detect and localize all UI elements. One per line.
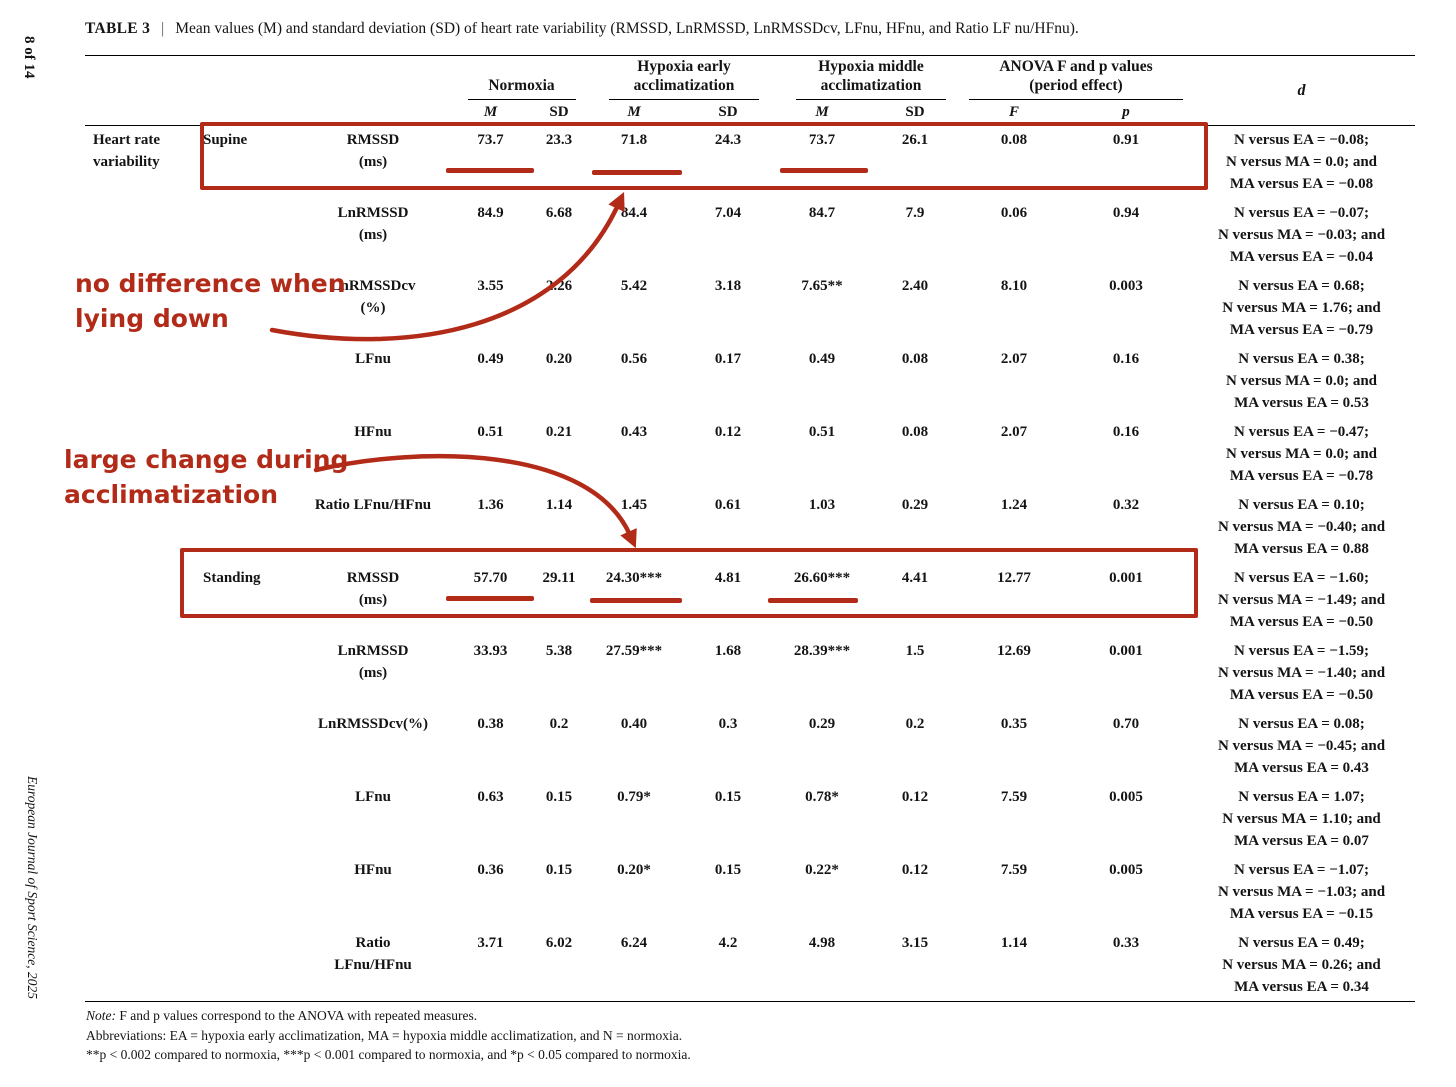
header-group-row — [85, 56, 1415, 100]
value-cell: 0.91 — [1112, 132, 1140, 148]
hrv-table — [85, 55, 1415, 1002]
caption-separator: | — [161, 20, 165, 37]
effect-size-cell: N versus EA = 0.38; N versus MA = 0.0; and MA versus EA = 0.53 — [1225, 350, 1378, 411]
value-cell: 2.40 — [901, 277, 929, 294]
annotation-large-change-line1: large change during — [64, 445, 349, 474]
table-notes — [86, 1006, 691, 1065]
value-cell: 0.15 — [545, 861, 573, 878]
posture-label: Standing — [203, 569, 261, 586]
posture-label — [193, 856, 293, 929]
effect-size-cell: N versus EA = 0.68; N versus MA = 1.76; and MA versus EA = −0.79 — [1222, 277, 1381, 338]
measure-label: LnRMSSD (ms) — [337, 204, 409, 243]
value-cell: 27.59*** — [605, 642, 663, 659]
column-header-m-normoxia: M — [453, 100, 528, 126]
value-cell: 1.5 — [905, 642, 925, 659]
value-cell: 0.38 — [477, 715, 504, 732]
value-cell: 0.78* — [805, 788, 839, 805]
column-header-sd-hypoxia-middle: SD — [866, 100, 964, 126]
value-cell: 24.30*** — [605, 569, 663, 586]
effect-size-cell: N versus EA = −0.47; N versus MA = 0.0; and MA versus EA = −0.78 — [1225, 423, 1378, 484]
underline-standing-rmssd-hypoxia-early — [590, 598, 682, 603]
value-cell: 0.56 — [620, 350, 648, 367]
measure-label: RMSSD (ms) — [346, 569, 400, 608]
value-cell: 0.22* — [805, 861, 839, 878]
value-cell: 1.14 — [1000, 934, 1028, 951]
value-cell: 0.12 — [901, 788, 929, 805]
value-cell: 1.36 — [477, 496, 504, 513]
value-cell: 5.42 — [620, 277, 648, 294]
value-cell: 12.77 — [997, 569, 1031, 586]
value-cell: 0.15 — [545, 788, 573, 805]
value-cell: 0.51 — [477, 423, 504, 440]
value-cell: 0.06 — [1000, 204, 1028, 221]
value-cell: 5.38 — [545, 642, 573, 659]
value-cell: 3.55 — [477, 277, 504, 294]
column-header-f: F — [964, 100, 1064, 126]
row-group-label: Heart rate variability — [93, 132, 161, 170]
abbreviations-line: Abbreviations: EA = hypoxia early acclimatization, MA = hypoxia middle acclimatization, and N = normoxia. — [86, 1027, 683, 1043]
value-cell: 33.93 — [473, 642, 508, 659]
annotation-no-difference — [75, 266, 346, 336]
value-cell: 4.81 — [714, 569, 742, 586]
table-row — [85, 199, 1415, 272]
effect-size-cell: N versus EA = 0.49; N versus MA = 0.26; and MA versus EA = 0.34 — [1222, 934, 1381, 995]
underline-supine-rmssd-hypoxia-middle — [780, 168, 868, 173]
value-cell: 0.15 — [714, 788, 742, 805]
column-header-m-hypoxia-early: M — [590, 100, 678, 126]
value-cell: 0.33 — [1112, 934, 1140, 951]
note-label: Note: — [86, 1008, 116, 1023]
posture-label — [193, 783, 293, 856]
colgroup-normoxia — [453, 56, 590, 100]
column-header-sd-normoxia: SD — [528, 100, 590, 126]
value-cell: 1.24 — [1000, 496, 1028, 513]
effect-size-cell: N versus EA = 0.10; N versus MA = −0.40; and MA versus EA = 0.88 — [1217, 496, 1386, 557]
note-text: F and p values correspond to the ANOVA with repeated measures. — [119, 1008, 478, 1023]
posture-label: Supine — [203, 132, 248, 148]
posture-label — [193, 199, 293, 272]
column-header-d: d — [1188, 56, 1415, 126]
annotation-no-difference-line1: no difference when — [75, 269, 346, 298]
highlight-box-supine-rmssd — [200, 122, 1208, 190]
value-cell: 0.17 — [714, 350, 742, 367]
colgroup-hypoxia-middle — [778, 56, 964, 100]
value-cell: 12.69 — [997, 642, 1031, 659]
significance-line: **p < 0.002 compared to normoxia, ***p < 0.001 compared to normoxia, and *p < 0.05 compared to normoxia. — [86, 1047, 691, 1062]
annotation-large-change-line2: acclimatization — [64, 480, 279, 509]
colgroup-hypoxia-middle-line1: Hypoxia middle — [818, 57, 924, 75]
value-cell: 0.005 — [1109, 788, 1143, 805]
effect-size-cell: N versus EA = 1.07; N versus MA = 1.10; and MA versus EA = 0.07 — [1222, 788, 1381, 849]
value-cell: 3.18 — [714, 277, 742, 294]
measure-label: HFnu — [354, 861, 392, 878]
value-cell: 0.005 — [1109, 861, 1143, 878]
effect-size-cell: N versus EA = 0.08; N versus MA = −0.45; and MA versus EA = 0.43 — [1217, 715, 1386, 776]
value-cell: 0.40 — [620, 715, 648, 732]
value-cell: 0.29 — [808, 715, 836, 732]
measure-label: HFnu — [354, 423, 392, 440]
value-cell: 26.60*** — [793, 569, 851, 586]
colgroup-normoxia-label: Normoxia — [488, 76, 555, 94]
posture-label — [193, 637, 293, 710]
value-cell: 2.07 — [1000, 350, 1028, 367]
value-cell: 0.43 — [620, 423, 648, 440]
value-cell: 3.15 — [901, 934, 929, 951]
table-row — [85, 929, 1415, 1002]
value-cell: 0.3 — [718, 715, 738, 732]
underline-supine-rmssd-hypoxia-early — [592, 170, 682, 175]
effect-size-cell: N versus EA = −0.08; N versus MA = 0.0; and MA versus EA = −0.08 — [1225, 132, 1378, 192]
value-cell: 7.9 — [905, 204, 925, 221]
value-cell: 4.41 — [901, 569, 929, 586]
underline-standing-rmssd-normoxia — [446, 596, 534, 601]
value-cell: 0.35 — [1000, 715, 1028, 732]
measure-label: RMSSD (ms) — [346, 132, 400, 170]
value-cell: 2.26 — [545, 277, 573, 294]
value-cell: 0.2 — [905, 715, 925, 732]
value-cell: 73.7 — [477, 132, 504, 148]
value-cell: 1.03 — [808, 496, 836, 513]
value-cell: 73.7 — [808, 132, 836, 148]
value-cell: 0.16 — [1112, 423, 1140, 440]
value-cell: 4.2 — [718, 934, 738, 951]
colgroup-hypoxia-early-line1: Hypoxia early — [637, 57, 731, 75]
measure-label: LnRMSSDcv (%) — [330, 277, 416, 316]
value-cell: 4.98 — [808, 934, 836, 951]
value-cell: 1.68 — [714, 642, 742, 659]
value-cell: 57.70 — [473, 569, 508, 586]
value-cell: 0.001 — [1109, 569, 1143, 586]
value-cell: 84.9 — [477, 204, 504, 221]
value-cell: 0.29 — [901, 496, 929, 513]
value-cell: 0.08 — [901, 423, 929, 440]
colgroup-anova — [964, 56, 1188, 100]
measure-label: LnRMSSD (ms) — [337, 642, 409, 681]
table-caption-text: Mean values (M) and standard deviation (SD) of heart rate variability (RMSSD, LnRMSSD, LnRMSSDcv, LFnu, HFnu, and Ratio LF nu/HFnu). — [175, 20, 1079, 37]
measure-label: LFnu — [355, 788, 391, 805]
colgroup-anova-line1: ANOVA F and p values — [999, 57, 1153, 75]
effect-size-cell: N versus EA = −1.60; N versus MA = −1.49; and MA versus EA = −0.50 — [1217, 569, 1386, 630]
value-cell: 0.001 — [1109, 642, 1143, 659]
value-cell: 1.14 — [545, 496, 573, 513]
underline-supine-rmssd-normoxia — [446, 168, 534, 173]
value-cell: 7.59 — [1000, 861, 1028, 878]
value-cell: 0.20* — [617, 861, 651, 878]
value-cell: 84.4 — [620, 204, 648, 221]
table-caption-label: TABLE 3 — [85, 20, 151, 37]
posture-label — [193, 345, 293, 418]
value-cell: 0.79* — [617, 788, 651, 805]
page-number: 8 of 14 — [21, 36, 37, 79]
value-cell: 1.45 — [620, 496, 648, 513]
colgroup-anova-line2: (period effect) — [1029, 76, 1123, 94]
effect-size-cell: N versus EA = −1.07; N versus MA = −1.03; and MA versus EA = −0.15 — [1217, 861, 1386, 922]
value-cell: 0.15 — [714, 861, 742, 878]
table-row — [85, 783, 1415, 856]
colgroup-hypoxia-middle-line2: acclimatization — [820, 76, 922, 94]
value-cell: 0.51 — [808, 423, 836, 440]
value-cell: 0.49 — [808, 350, 836, 367]
value-cell: 26.1 — [901, 132, 929, 148]
column-header-sd-hypoxia-early: SD — [678, 100, 778, 126]
value-cell: 7.65** — [801, 277, 843, 294]
note-line — [86, 1006, 691, 1026]
header-spacer — [85, 56, 453, 100]
value-cell: 29.11 — [542, 569, 576, 586]
table-row — [85, 637, 1415, 710]
value-cell: 0.08 — [1000, 132, 1028, 148]
value-cell: 71.8 — [620, 132, 648, 148]
value-cell: 0.36 — [477, 861, 504, 878]
underline-standing-rmssd-hypoxia-middle — [768, 598, 858, 603]
value-cell: 0.21 — [545, 423, 573, 440]
effect-size-cell: N versus EA = −1.59; N versus MA = −1.40; and MA versus EA = −0.50 — [1217, 642, 1386, 703]
posture-label — [193, 710, 293, 783]
value-cell: 6.24 — [620, 934, 648, 951]
table-caption — [85, 20, 1425, 38]
measure-label: LFnu — [355, 350, 391, 367]
value-cell: 0.94 — [1112, 204, 1140, 221]
value-cell: 28.39*** — [793, 642, 851, 659]
value-cell: 24.3 — [714, 132, 742, 148]
value-cell: 0.70 — [1112, 715, 1140, 732]
effect-size-cell: N versus EA = −0.07; N versus MA = −0.03; and MA versus EA = −0.04 — [1217, 204, 1386, 265]
table-row — [85, 710, 1415, 783]
colgroup-hypoxia-early-line2: acclimatization — [633, 76, 735, 94]
value-cell: 0.08 — [901, 350, 929, 367]
value-cell: 7.59 — [1000, 788, 1028, 805]
value-cell: 8.10 — [1000, 277, 1028, 294]
value-cell: 0.32 — [1112, 496, 1140, 513]
value-cell: 0.12 — [901, 861, 929, 878]
table-row — [85, 345, 1415, 418]
measure-label: Ratio LFnu/HFnu — [334, 934, 412, 973]
value-cell: 6.68 — [545, 204, 573, 221]
highlight-box-standing-rmssd — [180, 548, 1198, 618]
value-cell: 0.16 — [1112, 350, 1140, 367]
column-header-m-hypoxia-middle: M — [778, 100, 866, 126]
measure-label: LnRMSSDcv(%) — [317, 715, 428, 732]
column-header-p: p — [1064, 100, 1188, 126]
value-cell: 2.07 — [1000, 423, 1028, 440]
value-cell: 0.63 — [477, 788, 504, 805]
value-cell: 0.12 — [714, 423, 742, 440]
journal-name: European Journal of Sport Science, 2025 — [25, 776, 40, 999]
value-cell: 0.20 — [545, 350, 573, 367]
value-cell: 0.49 — [477, 350, 504, 367]
annotation-large-change — [64, 442, 348, 512]
value-cell: 0.2 — [549, 715, 569, 732]
annotation-no-difference-line2: lying down — [75, 304, 229, 333]
measure-label: Ratio LFnu/HFnu — [314, 496, 432, 513]
posture-label — [193, 929, 293, 1002]
value-cell: 3.71 — [477, 934, 504, 951]
value-cell: 0.003 — [1109, 277, 1143, 294]
value-cell: 23.3 — [545, 132, 573, 148]
value-cell: 84.7 — [808, 204, 836, 221]
table-row — [85, 856, 1415, 929]
value-cell: 6.02 — [545, 934, 573, 951]
value-cell: 0.61 — [714, 496, 742, 513]
colgroup-hypoxia-early — [590, 56, 778, 100]
value-cell: 7.04 — [714, 204, 742, 221]
